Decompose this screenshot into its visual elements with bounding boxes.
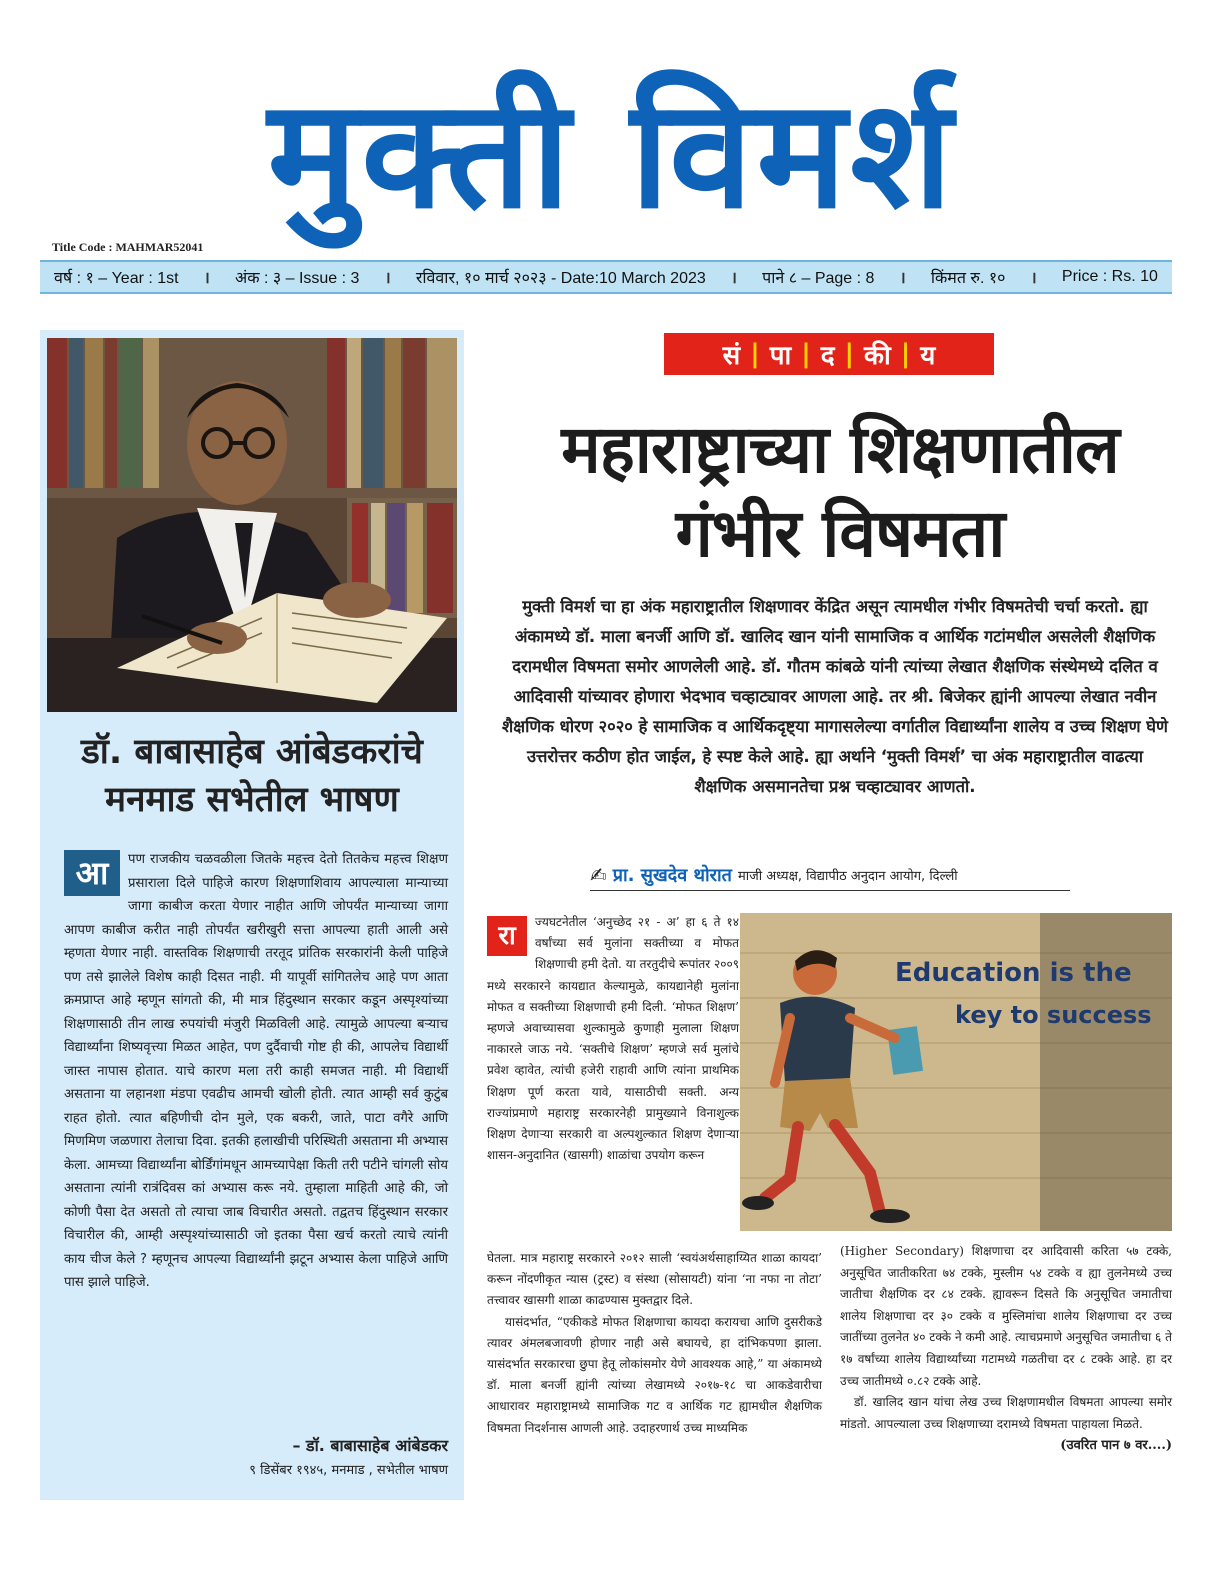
editorial-column-b — [840, 1241, 1172, 1457]
editorial-paragraph: घेतला. मात्र महाराष्ट्र सरकारने २०१२ साली ‘स्वयंअर्थसाहाय्यित शाळा कायदा’ करून नोंदणीकृत न्यास (ट्रस्ट) व संस्था (सोसायटी) यांना ‘ना नफा ना तोटा’ तत्त्वावर खासगी शाळा काढण्यास मुक्तद्वार दिले. — [487, 1251, 822, 1308]
editorial-paragraph: डॉ. खालिद खान यांचा लेख उच्च शिक्षणामधील विषमता आपल्या समोर मांडतो. आपल्याला उच्च शिक्षणाच्या दरामध्ये विषमता पाहायला मिळते. — [840, 1395, 1172, 1431]
continued-on-page-link[interactable]: (उवरित पान ७ वर....) — [1060, 1438, 1172, 1454]
editorial-tag-letter: की — [864, 341, 891, 371]
speech-dropcap: आ — [64, 850, 120, 896]
ambedkar-portrait-illustration — [47, 338, 457, 712]
education-illustration — [740, 913, 1172, 1231]
info-date: रविवार, १० मार्च २०२३ - Date:10 March 2023 — [415, 270, 706, 287]
info-separator: । — [730, 270, 737, 287]
tag-divider: | — [750, 339, 760, 369]
speech-headline-line1: डॉ. बाबासाहेब आंबेडकरांचे — [81, 732, 423, 772]
editorial-byline — [590, 860, 1070, 891]
editorial-column-a-continued — [487, 1248, 822, 1439]
tag-divider: | — [801, 339, 811, 369]
editorial-paragraph: यासंदर्भात, “एकीकडे मोफत शिक्षणाचा कायदा करायचा आणि दुसरीकडे त्यावर अंमलबजावणी होणार नाही असे बघायचे, हा दांभिकपणा झाला. यासंदर्भात सरकारचा छुपा हेतू लोकांसमोर येणे आवश्यक आहे,” या अंकामध्ये डॉ. माला बनर्जी ह्यांनी त्यांच्या लेखामध्ये २०१७-१८ चा आकडेवारीचा आधारावर महाराष्ट्रामध्ये सामाजिक गट व आर्थिक गट ह्यामधील शैक्षणिक विषमता निदर्शनास आणली आहे. उदाहरणार्थ उच्च माध्यमिक — [487, 1314, 822, 1435]
info-separator: । — [203, 270, 210, 287]
editorial-tag-letter: द — [820, 341, 835, 371]
info-price-marathi: किंमत रु. १० — [930, 270, 1006, 287]
info-separator: । — [384, 270, 391, 287]
illustration-text-line2: key to success — [955, 1001, 1152, 1029]
editorial-column-a — [487, 912, 739, 1166]
info-pages: पाने ८ – Page : 8 — [762, 270, 875, 287]
illustration-text-line1: Education is the — [895, 958, 1132, 988]
byline-role: माजी अध्यक्ष, विद्यापीठ अनुदान आयोग, दिल्ली — [737, 869, 958, 884]
editorial-tag-letter: सं — [722, 341, 741, 371]
education-wall-painting — [740, 913, 1172, 1231]
editorial-tag-letter: य — [920, 341, 936, 371]
pen-icon: ✍ — [590, 863, 607, 887]
tag-divider: | — [844, 339, 855, 369]
editorial-headline-line2: गंभीर विषमता — [675, 495, 1005, 572]
speech-headline — [40, 728, 464, 824]
info-separator: । — [899, 270, 906, 287]
editorial-intro: मुक्ती विमर्श चा हा अंक महाराष्ट्रातील शिक्षणावर केंद्रित असून त्यामधील गंभीर विषमतेची चर्चा करतो. ह्या अंकामध्ये डॉ. माला बनर्जी आणि डॉ. खालिद खान यांनी सामाजिक व आर्थिक गटांमधील असलेली शैक्षणिक दरामधील विषमता समोर आणलेली आहे. डॉ. गौतम कांबळे यांनी त्यांच्या लेखात शैक्षणिक संस्थेमध्ये दलित व आदिवासी यांच्यावर होणारा भेदभाव चव्हाट्यावर आणला आहे. तर श्री. बिजेकर ह्यांनी आपल्या लेखात नवीन शैक्षणिक धोरण २०२० हे सामाजिक व आर्थिकदृष्ट्या मागासलेल्या वर्गातील विद्यार्थ्यांना शालेय व उच्च शिक्षण घेणे उत्तरोत्तर कठीण होत जाईल, हे स्पष्ट केले आहे. ह्या अर्थाने ‘मुक्ती विमर्श’ चा अंक महाराष्ट्रातील वाढत्या शैक्षणिक असमानतेचा प्रश्न चव्हाट्यावर आणतो. — [502, 597, 1168, 796]
editorial-headline-line1: महाराष्ट्राच्या शिक्षणातील — [561, 411, 1119, 488]
byline-name: प्रा. सुखदेव थोरात — [612, 865, 732, 886]
info-issue: अंक : ३ – Issue : 3 — [235, 270, 360, 287]
editorial-col-a-text: ज्यघटनेतील ‘अनुच्छेद २१ - अ’ हा ६ ते १४ वर्षांच्या सर्व मुलांना सक्तीच्या व मोफत शिक्षणाची हमी देतो. या तरतुदीचे रूपांतर २००९ मध्ये सरकारने कायद्यात केल्यामुळे, कायद्यानेही मुलांना मोफत व सक्तीच्या शिक्षणाची हमी दिली. ‘मोफत शिक्षण’ म्हणजे अवाच्यासवा शुल्कामुळे कुणाही मुलाला शिक्षण नाकारले जाऊ नये. ‘सक्तीचे शिक्षण’ म्हणजे सर्व मुलांचे प्रवेश व्हावेत, त्यांची हजेरी राहावी आणि त्यांना प्राथमिक शिक्षण पूर्ण करता यावे, यासाठीची सक्ती. अन्य राज्यांप्रमाणे महाराष्ट्र सरकारनेही प्रामुख्याने विनाशुल्क शिक्षण देणाऱ्या सरकारी वा अल्पशुल्कात शिक्षण देणाऱ्या शासन-अनुदानित (खासगी) शाळांचा उपयोग करून — [487, 915, 739, 1163]
editorial-tag-letter: पा — [769, 341, 792, 371]
speech-text: पण राजकीय चळवळीला जितके महत्त्व देतो तितकेच महत्त्व शिक्षण प्रसाराला दिले पाहिजे कारण शिक्षणाशिवाय आपल्याला मान्याच्या जागा काबीज करता येणार नाहीत आणि जोपर्यंत मान्याच्या जागा आपण काबीज करीत नाही तोपर्यंत खरीखुरी सत्ता आपल्या हाती आली असे म्हणता येणार नाही. वास्तविक शिक्षणाची तरतूद प्रांतिक सरकारांनी केली पाहिजे पण तसे झालेले विशेष काही दिसत नाही. मी यापूर्वी सांगितलेच आहे पण आता क्रमप्राप्त आहे म्हणून सांगतो की, मी मात्र हिंदुस्थान सरकार कडून अस्पृश्यांच्या शिक्षणासाठी तीन लाख रुपयांची मंजुरी मिळविली आहे. त्यामुळे आपल्या बऱ्याच विद्यार्थ्यांना शिष्यवृत्त्या मिळत आहेत, पण दुर्दैवाची गोष्ट ही की, आपलेच विद्यार्थी जास्त नापास होतात. याचे कारण मला तरी काही समजत नाही. मी विद्यार्थी असताना या लहानशा मंडपा एवढीच आमची खोली होती. त्यात आम्ही सर्व कुटुंब राहत होतो. त्यात बहिणीची दोन मुले, एक बकरी, जाते, पाटा वगैरे आणि मिणमिण जळणारा तेलाचा दिवा. इतकी हलाखीची परिस्थिती असताना मी अभ्यास केला. आमच्या विद्यार्थ्यांना बोर्डिंगांमधून आमच्यापेक्षा किती तरी पटीने चांगली सोय असताना त्यांनी रात्रंदिवस कां अभ्यास करू नये. तुम्हाला माहिती आहे की, जो कोणी पैसा देत असतो तो त्याचा जाब विचारीत असतो. तद्वतच हिंदुस्थान सरकार विचारील की, आम्ही अस्पृश्यांच्यासाठी जो इतका पैसा खर्च करतो त्याचे त्यांनी काय चीज केले ? म्हणूनच आपल्या विद्यार्थ्यांनी झटून अभ्यास केला पाहिजे आणि पास झाले पाहिजे. — [64, 852, 448, 1290]
info-year: वर्ष : १ – Year : 1st — [54, 270, 179, 287]
editorial-tag — [664, 333, 994, 375]
editorial-dropcap: रा — [487, 916, 527, 956]
issue-info-bar — [40, 260, 1172, 294]
speech-headline-line2: मनमाड सभेतील भाषण — [105, 780, 399, 820]
speech-body — [64, 848, 448, 1295]
editorial-headline — [470, 408, 1210, 576]
ambedkar-photo — [47, 338, 457, 712]
speech-date-place: ९ डिसेंबर १९४५, मनमाड , सभेतील भाषण — [249, 1463, 448, 1478]
tag-divider: | — [900, 339, 911, 369]
info-separator: । — [1030, 270, 1037, 287]
masthead-title: मुक्ती विमर्श — [267, 68, 957, 242]
title-code: Title Code : MAHMAR52041 — [52, 240, 204, 254]
info-price-english: Price : Rs. 10 — [1061, 268, 1158, 285]
editorial-paragraph: (Higher Secondary) शिक्षणाचा दर आदिवासी करिता ५७ टक्के, अनुसूचित जातीकरिता ७४ टक्के, मुस्लीम ५४ टक्के व ह्या तुलनेमध्ये उच्च जातीचा शैक्षणिक दर ८४ टक्के. ह्यावरून दिसते कि अनुसूचित जमातीचा शालेय शिक्षणाचा दर ३० टक्के व मुस्लिमांचा शालेय शिक्षणाचा दर उच्च जातींच्या तुलनेत ४० टक्के ने कमी आहे. त्याचप्रमाणे अनुसूचित जमातीचा ६ ते १७ वर्षांच्या शालेय विद्यार्थ्यांच्या गटामध्ये गळतीचा दर ८ टक्के आहे. हा दर उच्च जातीमध्ये ०.८२ टक्के आहे. — [840, 1244, 1172, 1388]
speech-author: – डॉ. बाबासाहेब आंबेडकर — [292, 1436, 448, 1455]
